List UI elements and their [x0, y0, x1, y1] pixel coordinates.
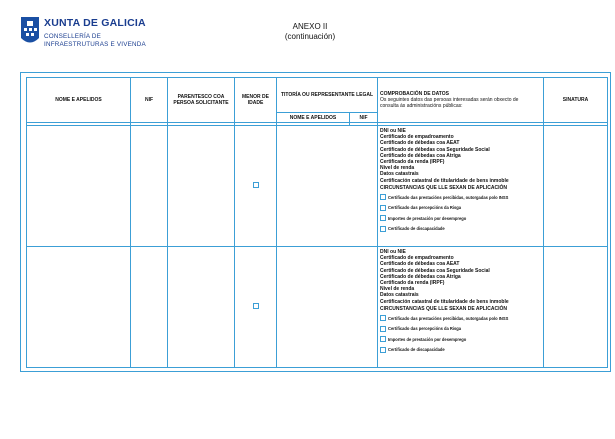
header-titoria: TITORÍA OU REPRESENTANTE LEGAL — [277, 78, 378, 113]
header-sinatura: SINATURA — [544, 78, 608, 123]
members-table — [26, 77, 608, 368]
nome-cell[interactable] — [27, 247, 131, 368]
table-row — [27, 126, 608, 247]
circumstance-label: Certificado das prestacións percibidas, outorgadas polo INSS — [388, 315, 509, 321]
circumstances-title: CIRCUNSTANCIAS QUE LLE SEXAN DE APLICACIÓN — [380, 184, 507, 191]
menor-cell — [235, 126, 277, 247]
circumstance-item — [380, 313, 543, 324]
header-menor-line-2: IDADE — [247, 100, 264, 106]
list-item: DNI ou NIE — [380, 249, 406, 255]
circumstance-item — [380, 192, 543, 203]
circumstance-item — [380, 202, 543, 213]
header-titor-nome: NOME E APELIDOS — [277, 113, 350, 123]
logo-title: XUNTA DE GALICIA — [44, 17, 146, 29]
circumstance-item — [380, 213, 543, 224]
sinatura-cell[interactable] — [544, 126, 608, 247]
list-item: Certificado de débedas coa AEAT — [380, 261, 460, 268]
header-comprobacion-title: COMPROBACIÓN DE DATOS — [380, 91, 449, 97]
list-item: Certificado de débedas coa Seguridade Social — [380, 267, 490, 274]
parentesco-cell[interactable] — [168, 247, 235, 368]
list-item: Nivel de renda — [380, 286, 415, 293]
circumstance-checkbox[interactable] — [380, 326, 386, 332]
list-item: Certificado de empadroamento — [380, 255, 454, 262]
xunta-logo — [20, 16, 150, 56]
nif-cell[interactable] — [131, 126, 168, 247]
circumstance-checkbox[interactable] — [380, 336, 386, 342]
circumstance-checkbox[interactable] — [380, 315, 386, 321]
list-item: Certificado de débedas coa Atriga — [380, 273, 461, 280]
circumstance-label: Certificado das percepcións da Risga — [388, 205, 462, 211]
header-parentesco-line-2: PERSOA SOLICITANTE — [173, 100, 229, 106]
table-row — [27, 247, 608, 368]
titor-cell[interactable] — [277, 247, 378, 368]
list-item: Certificación catastral de titularidade de bens inmoble — [380, 298, 509, 305]
list-item: Certificado de débedas coa Atriga — [380, 152, 461, 159]
list-item: Certificado de empadroamento — [380, 134, 454, 141]
header-nome: NOME E APELIDOS — [27, 78, 131, 123]
sinatura-cell[interactable] — [544, 247, 608, 368]
circumstance-label: Importes de prestación por desemprego — [388, 215, 467, 221]
circumstance-label: Importes de prestación por desemprego — [388, 336, 467, 342]
circumstance-label: Certificado de discapacidade — [388, 226, 445, 232]
nif-cell[interactable] — [131, 247, 168, 368]
header-parentesco-line-1: PARENTESCO COA — [177, 94, 225, 100]
logo-subtitle-1: CONSELLERÍA DE — [44, 33, 102, 40]
list-item: Certificado de débedas coa Seguridade Social — [380, 146, 490, 153]
header-menor — [235, 78, 277, 123]
document-header — [250, 22, 370, 42]
header-parentesco — [168, 78, 235, 123]
titor-cell[interactable] — [277, 126, 378, 247]
circumstances-title: CIRCUNSTANCIAS QUE LLE SEXAN DE APLICACIÓN — [380, 305, 507, 312]
list-item: Certificado da renda (IRPF) — [380, 159, 445, 166]
circumstance-item — [380, 334, 543, 345]
list-item: Certificación catastral de titularidade de bens inmoble — [380, 177, 509, 184]
list-item: Certificado da renda (IRPF) — [380, 280, 445, 287]
header-nif: NIF — [131, 78, 168, 123]
header-menor-line-1: MENOR DE — [242, 94, 269, 100]
menor-cell — [235, 247, 277, 368]
circumstance-checkbox[interactable] — [380, 194, 386, 200]
annex-subtitle: (continuación) — [284, 32, 336, 41]
annex-title: ANEXO II — [292, 22, 328, 31]
header-titor-nif: NIF — [350, 113, 378, 123]
list-item: Datos catastrais — [380, 171, 419, 178]
circumstance-checkbox[interactable] — [380, 205, 386, 211]
list-item: DNI ou NIE — [380, 128, 406, 134]
circumstance-item — [380, 223, 543, 234]
circumstance-checkbox[interactable] — [380, 215, 386, 221]
galicia-shield-icon — [20, 16, 40, 48]
logo-subtitle-2: INFRAESTRUTURAS E VIVENDA — [44, 41, 146, 48]
header-comprobacion-desc-2: consulta ás administracións públicas: — [380, 103, 463, 109]
circumstance-checkbox[interactable] — [380, 347, 386, 353]
header-comprobacion — [378, 78, 544, 123]
circumstance-item — [380, 344, 543, 355]
list-item: Datos catastrais — [380, 292, 419, 299]
list-item: Nivel de renda — [380, 165, 415, 172]
parentesco-cell[interactable] — [168, 126, 235, 247]
circumstance-checkbox[interactable] — [380, 226, 386, 232]
comprobacion-cell — [378, 247, 544, 368]
menor-checkbox[interactable] — [253, 303, 259, 309]
menor-checkbox[interactable] — [253, 182, 259, 188]
header-comprobacion-desc-1: Os seguintes datos das persoas interesadas serán obxecto de — [380, 97, 519, 103]
list-item: Certificado de débedas coa AEAT — [380, 140, 460, 147]
circumstance-label: Certificado de discapacidade — [388, 347, 445, 353]
nome-cell[interactable] — [27, 126, 131, 247]
circumstance-label: Certificado das prestacións percibidas, outorgadas polo INSS — [388, 194, 509, 200]
comprobacion-cell — [378, 126, 544, 247]
circumstance-label: Certificado das percepcións da Risga — [388, 326, 462, 332]
circumstance-item — [380, 323, 543, 334]
